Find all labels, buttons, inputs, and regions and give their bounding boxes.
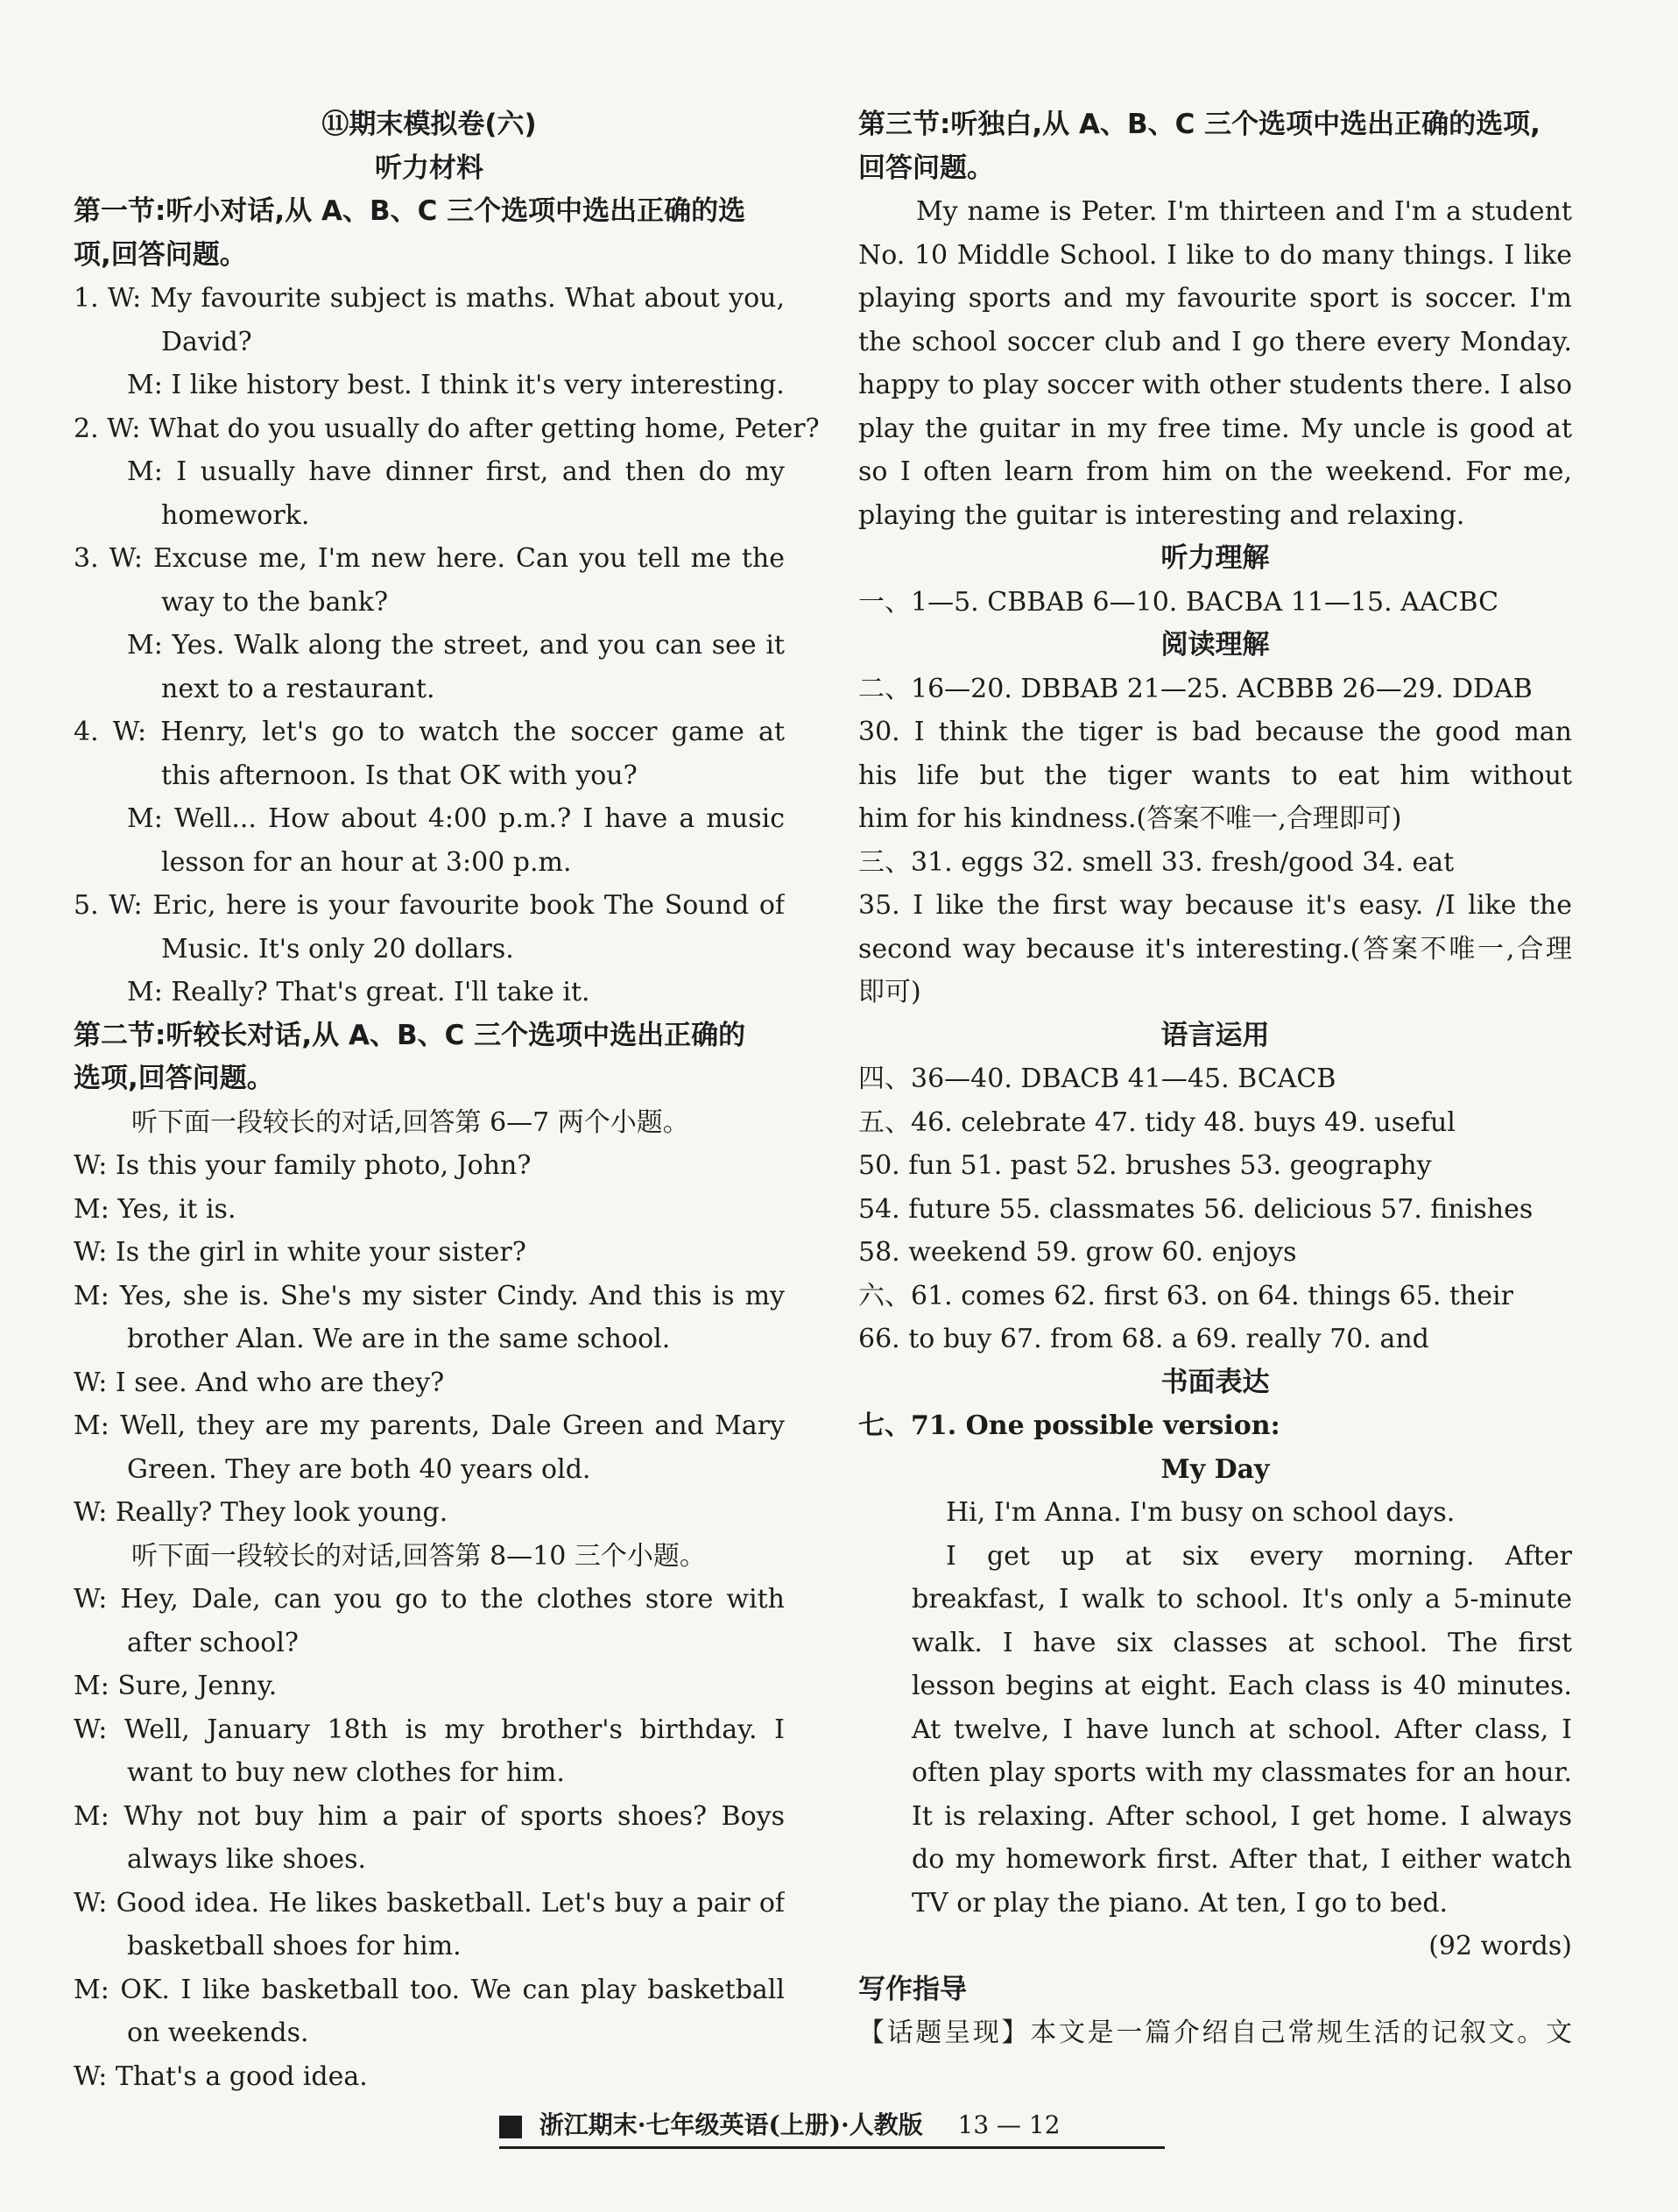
left-line: 选项,回答问题。	[74, 1063, 274, 1094]
left-line: M: I like history best. I think it's very interesting.	[127, 370, 785, 400]
left-line: W: Good idea. He likes basketball. Let's buy a pair of	[74, 1887, 785, 1919]
right-line: 七、71. One possible version:	[858, 1410, 1280, 1441]
right-line: 第三节:听独白,从 A、B、C 三个选项中选出正确的选项,	[858, 109, 1541, 140]
right-line: My Day	[1160, 1453, 1270, 1485]
left-line: W: Is the girl in white your sister?	[74, 1237, 526, 1268]
left-line: after school?	[127, 1627, 299, 1658]
book-mark-icon	[499, 2116, 522, 2138]
right-line: 六、61. comes 62. first 63. on 64. things 65. their	[858, 1280, 1513, 1311]
right-line: the school soccer club and I go there every Monday.	[858, 326, 1572, 357]
right-line: 一、1—5. CBBAB 6—10. BACBA 11—15. AACBC	[858, 586, 1499, 618]
left-line: 4. W: Henry, let's go to watch the soccer game at	[74, 717, 785, 747]
left-line: Green. They are both 40 years old.	[127, 1453, 591, 1485]
left-line: 听下面一段较长的对话,回答第 8—10 三个小题。	[131, 1540, 706, 1572]
left-line: 1. W: My favourite subject is maths. What about you,	[74, 283, 785, 314]
left-line: W: That's a good idea.	[74, 2060, 368, 2092]
left-line: W: Is this your family photo, John?	[74, 1150, 532, 1181]
left-line: W: Well, January 18th is my brother's birthday. I	[74, 1714, 785, 1745]
right-line: often play sports with my classmates for an hour.	[912, 1757, 1572, 1788]
right-line: 四、36—40. DBACB 41—45. BCACB	[858, 1064, 1336, 1094]
right-line: 即可)	[858, 977, 921, 1007]
right-line: 写作指导	[858, 1973, 967, 2005]
page-footer	[499, 2104, 1165, 2149]
left-line: M: I usually have dinner first, and then do my	[127, 456, 785, 487]
left-column	[74, 103, 820, 2098]
left-line: 5. W: Eric, here is your favourite book The Sound of	[74, 890, 785, 921]
left-line: lesson for an hour at 3:00 p.m.	[161, 846, 572, 878]
left-line: this afternoon. Is that OK with you?	[161, 760, 638, 791]
left-line: always like shoes.	[127, 1844, 367, 1875]
left-line: homework.	[161, 499, 310, 531]
left-line: on weekends.	[127, 2018, 309, 2048]
right-line: No. 10 Middle School. I like to do many things. I like	[858, 239, 1572, 271]
left-line: 听下面一段较长的对话,回答第 6—7 两个小题。	[131, 1106, 689, 1138]
left-line: M: Yes, she is. She's my sister Cindy. And this is my	[74, 1280, 785, 1311]
right-line: 二、16—20. DBBAB 21—25. ACBBB 26—29. DDAB	[858, 673, 1533, 704]
right-line: second way because it's interesting.(答案不唯一,合理	[858, 933, 1572, 965]
left-line: 2. W: What do you usually do after getting home, Peter?	[74, 413, 820, 444]
right-line: breakfast, I walk to school. It's only a 5-minute	[912, 1584, 1572, 1615]
right-line: At twelve, I have lunch at school. After class, I	[912, 1714, 1572, 1745]
right-line: 阅读理解	[1160, 629, 1270, 661]
right-line: 书面表达	[1160, 1366, 1270, 1398]
left-line: Music. It's only 20 dollars.	[161, 933, 514, 965]
right-line: playing sports and my favourite sport is soccer. I'm	[858, 283, 1572, 314]
right-column	[858, 103, 1572, 2055]
left-line: M: OK. I like basketball too. We can play basketball	[74, 1974, 785, 2005]
right-line: him for his kindness.(答案不唯一,合理即可)	[858, 803, 1402, 834]
left-line: 第一节:听小对话,从 A、B、C 三个选项中选出正确的选	[74, 195, 746, 227]
left-line: brother Alan. We are in the same school.	[127, 1324, 671, 1354]
right-line: happy to play soccer with other students there. I also	[858, 370, 1572, 400]
left-line: way to the bank?	[161, 586, 389, 618]
right-line: do my homework first. After that, I either watch	[912, 1844, 1572, 1875]
left-line: M: Well, they are my parents, Dale Green and Mary	[74, 1410, 785, 1441]
right-line: TV or play the piano. At ten, I go to bed.	[912, 1887, 1449, 1919]
right-line: I get up at six every morning. After	[946, 1540, 1572, 1572]
right-line: 【话题呈现】本文是一篇介绍自己常规生活的记叙文。文	[858, 2018, 1572, 2048]
left-line: M: Really? That's great. I'll take it.	[127, 977, 590, 1007]
right-line: his life but the tiger wants to eat him without	[858, 760, 1572, 791]
right-line: 听力理解	[1160, 542, 1270, 574]
left-line: M: Yes. Walk along the street, and you can see it	[127, 630, 785, 661]
left-line: W: I see. And who are they?	[74, 1367, 445, 1398]
right-line: lesson begins at eight. Each class is 40 minutes.	[912, 1671, 1572, 1701]
left-line: M: Well... How about 4:00 p.m.? I have a music	[127, 803, 785, 834]
right-line: 58. weekend 59. grow 60. enjoys	[858, 1237, 1297, 1268]
right-line: playing the guitar is interesting and relaxing.	[858, 499, 1465, 531]
left-line: 项,回答问题。	[74, 238, 247, 271]
page-number: 13 — 12	[957, 2110, 1061, 2139]
right-line: play the guitar in my free time. My uncle is good at	[858, 413, 1572, 444]
right-line: (92 words)	[1428, 1931, 1572, 1961]
right-line: so I often learn from him on the weekend. For me,	[858, 456, 1572, 487]
right-line: My name is Peter. I'm thirteen and I'm a student	[916, 196, 1572, 227]
right-line: 50. fun 51. past 52. brushes 53. geography	[858, 1150, 1432, 1181]
left-line: W: Hey, Dale, can you go to the clothes store with	[74, 1584, 785, 1615]
left-line: M: Yes, it is.	[74, 1193, 236, 1225]
left-line: next to a restaurant.	[161, 673, 435, 704]
left-line: want to buy new clothes for him.	[127, 1757, 565, 1788]
right-line: Hi, I'm Anna. I'm busy on school days.	[946, 1497, 1456, 1528]
left-line: ⑪期末模拟卷(六)	[321, 109, 537, 140]
left-line: M: Sure, Jenny.	[74, 1671, 278, 1701]
right-line: 30. I think the tiger is bad because the good man	[858, 717, 1572, 747]
left-line: basketball shoes for him.	[127, 1931, 462, 1961]
right-line: 回答问题。	[858, 152, 994, 184]
footer-title: 浙江期末·七年级英语(上册)·人教版	[539, 2110, 923, 2139]
left-line: M: Why not buy him a pair of sports shoes? Boys	[74, 1800, 785, 1832]
right-line: 五、46. celebrate 47. tidy 48. buys 49. useful	[858, 1106, 1456, 1138]
right-line: 35. I like the first way because it's easy. /I like the	[858, 890, 1572, 921]
left-line: W: Really? They look young.	[74, 1497, 448, 1528]
left-line: 第二节:听较长对话,从 A、B、C 三个选项中选出正确的	[74, 1019, 746, 1051]
right-line: 66. to buy 67. from 68. a 69. really 70. and	[858, 1324, 1429, 1354]
right-line: It is relaxing. After school, I get home. I always	[912, 1800, 1572, 1832]
left-line: David?	[161, 326, 252, 357]
right-line: 语言运用	[1160, 1019, 1270, 1051]
right-line: walk. I have six classes at school. The first	[912, 1627, 1572, 1658]
left-line: 听力材料	[375, 152, 483, 184]
left-line: 3. W: Excuse me, I'm new here. Can you tell me the	[74, 543, 785, 574]
right-line: 三、31. eggs 32. smell 33. fresh/good 34. eat	[858, 846, 1455, 878]
right-line: 54. future 55. classmates 56. delicious 57. finishes	[858, 1193, 1533, 1225]
